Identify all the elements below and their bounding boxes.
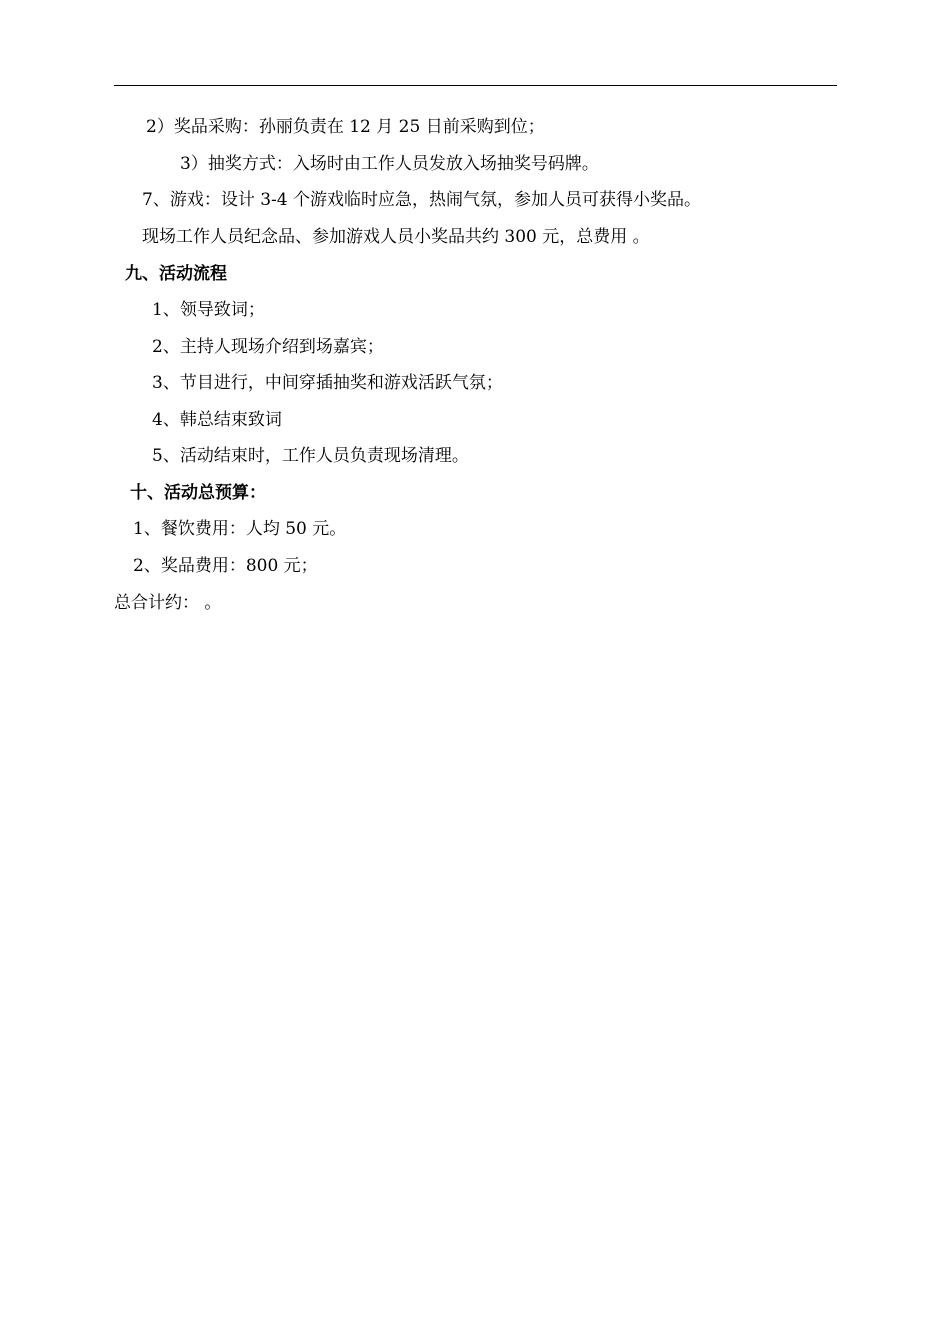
section-heading-total-budget: 十、活动总预算：: [130, 483, 266, 503]
header-rule: [114, 85, 837, 86]
list-item-flow-1: 1、领导致词；: [152, 300, 265, 320]
list-item-budget-1: 1、餐饮费用：人均 50 元。: [133, 519, 347, 539]
text-line-prize-purchase: 2）奖品采购：孙丽负责在 12 月 25 日前采购到位；: [146, 117, 545, 137]
text-line-games: 7、游戏：设计 3-4 个游戏临时应急，热闹气氛，参加人员可获得小奖品。: [142, 190, 701, 210]
text-line-lottery-method: 3）抽奖方式：入场时由工作人员发放入场抽奖号码牌。: [180, 154, 599, 174]
list-item-budget-2: 2、奖品费用：800 元；: [133, 556, 318, 576]
list-item-flow-4: 4、韩总结束致词: [152, 410, 282, 430]
text-line-souvenir-cost: 现场工作人员纪念品、参加游戏人员小奖品共约 300 元，总费用 。: [142, 227, 650, 247]
text-line-total: 总合计约： 。: [114, 593, 222, 613]
list-item-flow-5: 5、活动结束时，工作人员负责现场清理。: [152, 446, 469, 466]
list-item-flow-2: 2、主持人现场介绍到场嘉宾；: [152, 337, 384, 357]
section-heading-activity-flow: 九、活动流程: [125, 264, 227, 284]
list-item-flow-3: 3、节目进行，中间穿插抽奖和游戏活跃气氛；: [152, 373, 503, 393]
